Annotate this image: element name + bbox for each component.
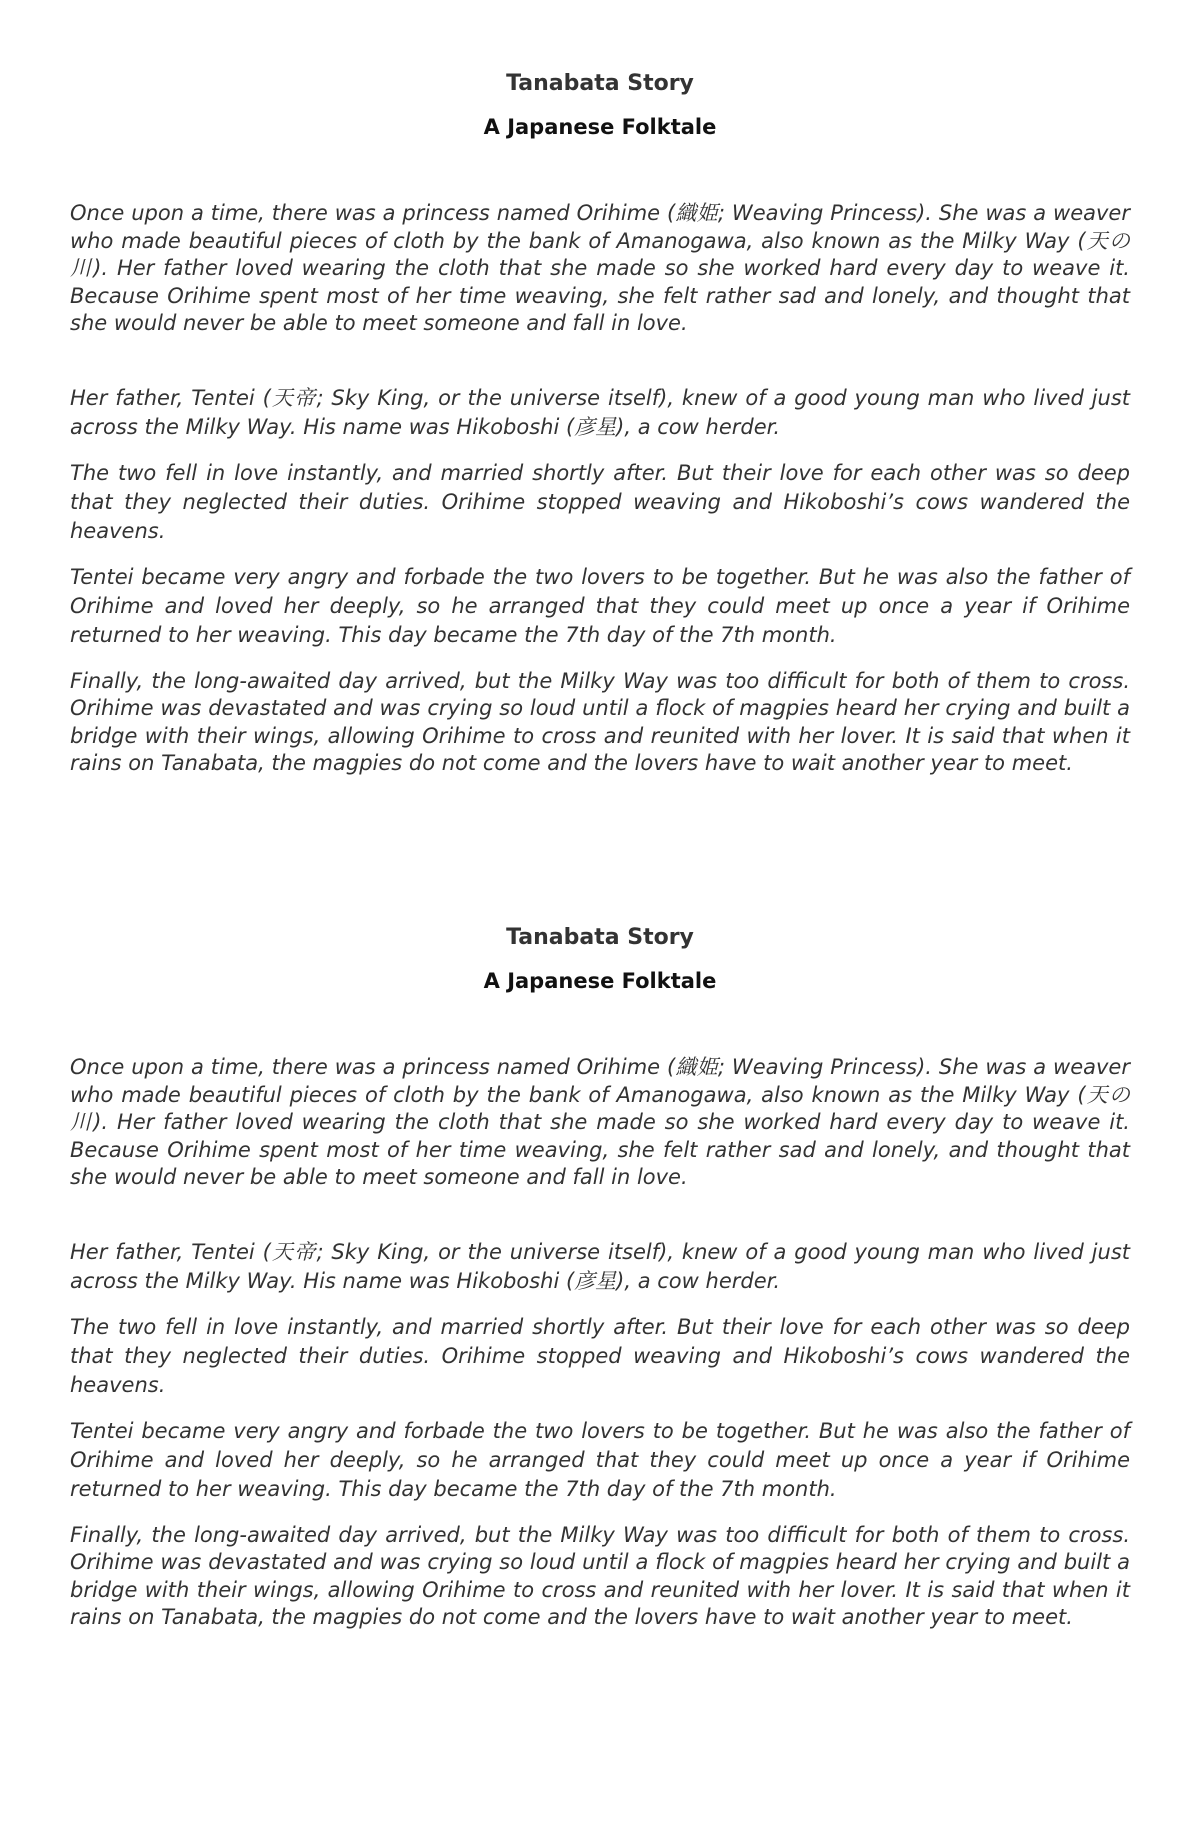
story-subtitle: A Japanese Folktale	[483, 115, 717, 139]
story-paragraph-5: Finally, the long-awaited day arrived, but the Milky Way was too difficult for both of them to cross. Orihime was devastated and was crying so loud until a flock of magpies heard her crying and built a bridge with their wings, allowing Orihime to cross and reunited with her lover. It is said that when it rains on Tanabata, the magpies do not come and the lovers have to wait another year to meet.	[70, 668, 1130, 775]
story-paragraph-4: Tentei became very angry and forbade the two lovers to be together. But he was also the father of Orihime and loved her deeply, so he arranged that they could meet up once a year if Orihime returned to her weaving. This day became the 7th day of the 7th month.	[70, 1418, 1130, 1501]
story-paragraph-3: The two fell in love instantly, and married shortly after. But their love for each other was so deep that they neglected their duties. Orihime stopped weaving and Hikoboshi’s cows wandered the heavens.	[70, 460, 1130, 543]
story-title: Tanabata Story	[506, 925, 694, 950]
story-paragraph-1: Once upon a time, there was a princess named Orihime (織姫; Weaving Princess). She was a weaver who made beautiful pieces of cloth by the bank of Amanogawa, also known as the Milky Way (天の川). Her father loved wearing the cloth that she made so she worked hard every day to weave it. Because Orihime spent most of her time weaving, she felt rather sad and lonely, and thought that she would never be able to meet someone and fall in love.	[70, 1055, 1130, 1189]
story-paragraph-4: Tentei became very angry and forbade the two lovers to be together. But he was also the father of Orihime and loved her deeply, so he arranged that they could meet up once a year if Orihime returned to her weaving. This day became the 7th day of the 7th month.	[70, 564, 1130, 647]
story-subtitle: A Japanese Folktale	[483, 969, 717, 993]
story-paragraph-2: Her father, Tentei (天帝; Sky King, or the universe itself), knew of a good young man who lived just across the Milky Way. His name was Hikoboshi (彦星), a cow herder.	[70, 385, 1130, 439]
story-section-1	[70, 68, 1130, 778]
story-paragraph-3: The two fell in love instantly, and married shortly after. But their love for each other was so deep that they neglected their duties. Orihime stopped weaving and Hikoboshi’s cows wandered the heavens.	[70, 1314, 1130, 1397]
story-title: Tanabata Story	[506, 71, 694, 96]
story-paragraph-2: Her father, Tentei (天帝; Sky King, or the universe itself), knew of a good young man who lived just across the Milky Way. His name was Hikoboshi (彦星), a cow herder.	[70, 1239, 1130, 1293]
story-paragraph-5: Finally, the long-awaited day arrived, but the Milky Way was too difficult for both of them to cross. Orihime was devastated and was crying so loud until a flock of magpies heard her crying and built a bridge with their wings, allowing Orihime to cross and reunited with her lover. It is said that when it rains on Tanabata, the magpies do not come and the lovers have to wait another year to meet.	[70, 1522, 1130, 1629]
story-paragraph-1: Once upon a time, there was a princess named Orihime (織姫; Weaving Princess). She was a weaver who made beautiful pieces of cloth by the bank of Amanogawa, also known as the Milky Way (天の川). Her father loved wearing the cloth that she made so she worked hard every day to weave it. Because Orihime spent most of her time weaving, she felt rather sad and lonely, and thought that she would never be able to meet someone and fall in love.	[70, 201, 1130, 335]
story-section-2	[70, 922, 1130, 1632]
